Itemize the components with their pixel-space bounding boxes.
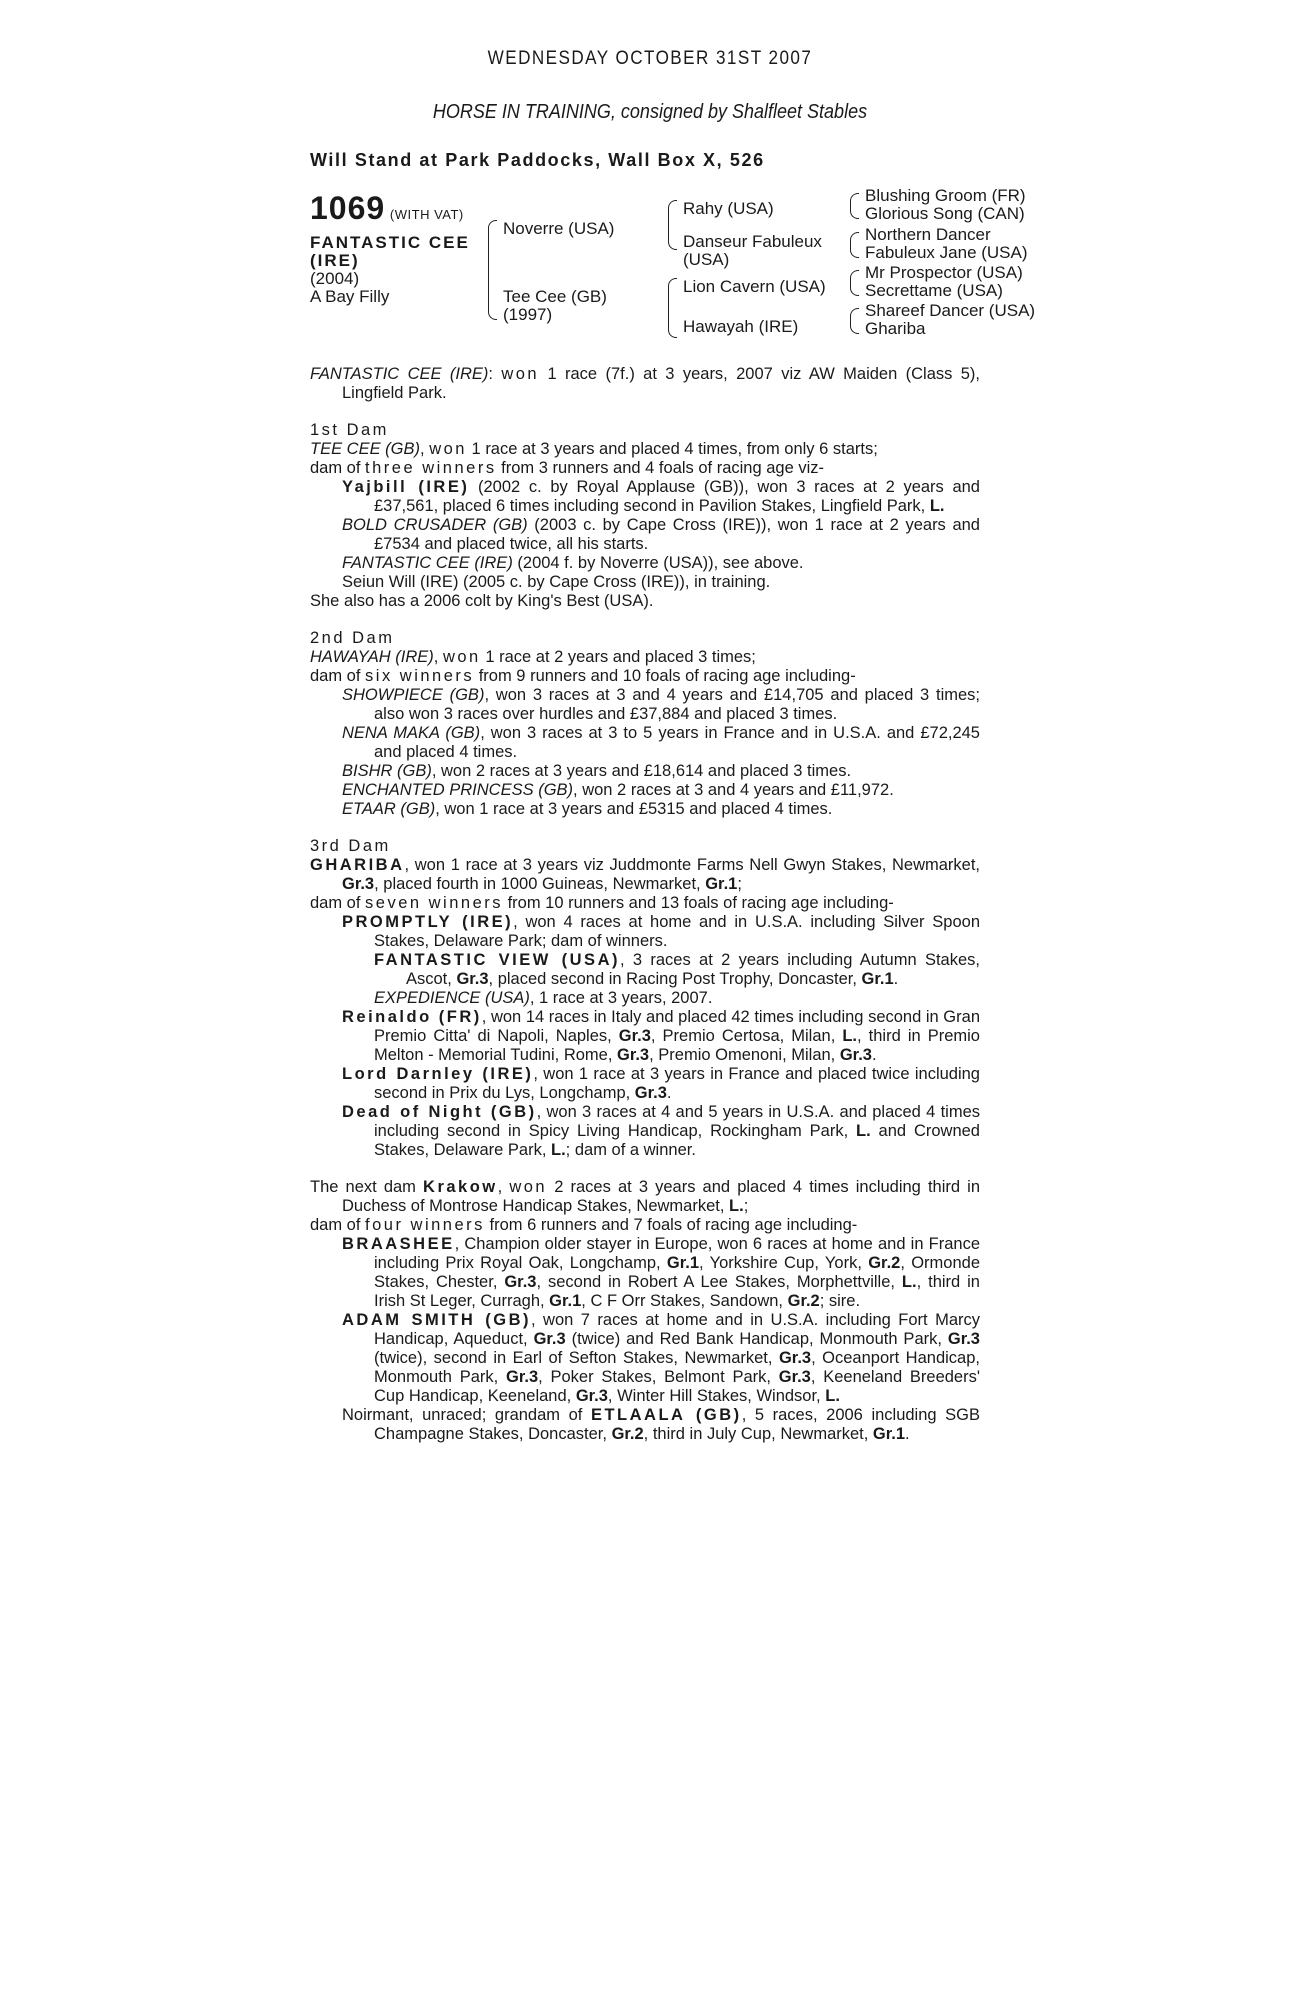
pedigree-sire-dam-country: (USA) <box>683 250 730 269</box>
brace-sire-dam <box>488 220 497 320</box>
dam3-record: GHARIBA, won 1 race at 3 years viz Juddmonte Farms Nell Gwyn Stakes, Newmarket, Gr.3, placed fourth in 1000 Guineas, Newmarket, Gr.1; <box>310 856 980 893</box>
dam2-progeny-5: ETAAR (GB), won 1 race at 3 years and £5315 and placed 4 times. <box>342 800 833 818</box>
horse-description: A Bay Filly <box>310 287 390 306</box>
pedigree-block <box>310 186 1036 350</box>
horse-country: (IRE) <box>310 251 360 270</box>
dam4-record: The next dam Krakow, won 2 races at 3 years and placed 4 times including third in Duchess of Montrose Handicap Stakes, Newmarket, L.; <box>310 1178 980 1215</box>
dam3-progeny-1a: FANTASTIC VIEW (USA), 3 races at 2 years including Autumn Stakes, Ascot, Gr.3, placed second in Racing Post Trophy, Doncaster, Gr.1. <box>374 951 980 988</box>
pedigree-sire: Noverre (USA) <box>503 219 615 238</box>
lot-header <box>310 190 464 227</box>
brace-g3 <box>850 270 859 296</box>
dam1-produce-summary: dam of three winners from 3 runners and 4 foals of racing age viz- <box>310 459 825 477</box>
dam2-progeny-3: BISHR (GB), won 2 races at 3 years and £18,614 and placed 3 times. <box>342 762 852 780</box>
vat-label: (WITH VAT) <box>389 207 464 222</box>
stand-location: Will Stand at Park Paddocks, Wall Box X, 526 <box>310 150 765 170</box>
dam1-heading: 1st Dam <box>310 421 389 439</box>
dam4-produce-summary: dam of four winners from 6 runners and 7 foals of racing age including- <box>310 1216 858 1234</box>
dam2-progeny-1: SHOWPIECE (GB), won 3 races at 3 and 4 years and £14,705 and placed 3 times; also won 3 races over hurdles and £37,884 and placed 3 times. <box>342 686 980 723</box>
race-record <box>310 365 980 1444</box>
dam3-progeny-1: PROMPTLY (IRE), won 4 races at home and in U.S.A. including Silver Spoon Stakes, Delaware Park; dam of winners. <box>342 913 980 950</box>
dam2-record: HAWAYAH (IRE), won 1 race at 2 years and placed 3 times; <box>310 648 756 666</box>
brace-g2 <box>850 232 859 258</box>
dam3-progeny-3: Lord Darnley (IRE), won 1 race at 3 years in France and placed twice including second in Prix du Lys, Longchamp, Gr.3. <box>342 1065 980 1102</box>
pedigree-g4: Fabuleux Jane (USA) <box>865 243 1028 262</box>
dam4-progeny-2: ADAM SMITH (GB), won 7 races at home and in U.S.A. including Fort Marcy Handicap, Aqueduct, Gr.3 (twice) and Red Bank Handicap, Monmouth Park, Gr.3 (twice), second in Earl of Sefton Stakes, Newmarket, Gr.3, Oceanport Handicap, Monmouth Park, Gr.3, Poker Stakes, Belmont Park, Gr.3, Keeneland Breeders' Cup Handicap, Keeneland, Gr.3, Winter Hill Stakes, Windsor, L. <box>342 1311 980 1405</box>
pedigree-dam-year: (1997) <box>503 305 553 324</box>
dam3-heading: 3rd Dam <box>310 837 391 855</box>
brace-dam-line <box>668 278 677 338</box>
pedigree-g7: Shareef Dancer (USA) <box>865 301 1036 320</box>
dam2-produce-summary: dam of six winners from 9 runners and 10 foals of racing age including- <box>310 667 856 685</box>
dam3-progeny-1b: EXPEDIENCE (USA), 1 race at 3 years, 2007. <box>374 989 713 1007</box>
pedigree-g5: Mr Prospector (USA) <box>865 263 1023 282</box>
dam1-progeny-2: BOLD CRUSADER (GB) (2003 c. by Cape Cross (IRE)), won 1 race at 2 years and £7534 and placed twice, all his starts. <box>342 516 980 553</box>
dam3-progeny-2: Reinaldo (FR), won 14 races in Italy and placed 42 times including second in Gran Premio Citta' di Napoli, Naples, Gr.3, Premio Certosa, Milan, L., third in Premio Melton - Memorial Tudini, Rome, Gr.3, Premio Omenoni, Milan, Gr.3. <box>342 1008 980 1064</box>
brace-g4 <box>850 308 859 334</box>
pedigree-dam-dam: Hawayah (IRE) <box>683 317 799 336</box>
consignment-line: HORSE IN TRAINING, consigned by Shalfleet Stables <box>432 101 868 123</box>
sale-date: WEDNESDAY OCTOBER 31ST 2007 <box>487 48 813 69</box>
brace-g1 <box>850 193 859 219</box>
pedigree-g3: Northern Dancer <box>865 225 991 244</box>
dam3-produce-summary: dam of seven winners from 10 runners and 13 foals of racing age including- <box>310 894 894 912</box>
horse-summary: FANTASTIC CEE (IRE): won 1 race (7f.) at 3 years, 2007 viz AW Maiden (Class 5), Lingfield Park. <box>310 365 981 402</box>
dam2-progeny-4: ENCHANTED PRINCESS (GB), won 2 races at 3 and 4 years and £11,972. <box>342 781 894 799</box>
brace-sire-line <box>668 200 677 250</box>
horse-name: FANTASTIC CEE <box>310 233 470 252</box>
horse-details <box>310 234 480 306</box>
dam2-heading: 2nd Dam <box>310 629 395 647</box>
dam2-progeny-2: NENA MAKA (GB), won 3 races at 3 to 5 years in France and in U.S.A. and £72,245 and placed 4 times. <box>342 724 980 761</box>
dam1-progeny-4: Seiun Will (IRE) (2005 c. by Cape Cross (IRE)), in training. <box>342 573 771 591</box>
pedigree-dam: Tee Cee (GB) <box>503 287 607 306</box>
pedigree-sire-sire: Rahy (USA) <box>683 199 774 218</box>
pedigree-dam-sire: Lion Cavern (USA) <box>683 277 826 296</box>
pedigree-g2: Glorious Song (CAN) <box>865 204 1025 223</box>
dam4-progeny-3: Noirmant, unraced; grandam of ETLAALA (GB), 5 races, 2006 including SGB Champagne Stakes, Doncaster, Gr.2, third in July Cup, Newmarket, Gr.1. <box>342 1406 981 1443</box>
dam3-progeny-4: Dead of Night (GB), won 3 races at 4 and 5 years in U.S.A. and placed 4 times including second in Spicy Living Handicap, Rockingham Park, L. and Crowned Stakes, Delaware Park, L.; dam of a winner. <box>342 1103 980 1159</box>
horse-year: (2004) <box>310 269 360 288</box>
dam1-record: TEE CEE (GB), won 1 race at 3 years and placed 4 times, from only 6 starts; <box>310 440 878 458</box>
pedigree-sire-dam: Danseur Fabuleux <box>683 232 822 251</box>
dam1-also: She also has a 2006 colt by King's Best (USA). <box>310 592 654 610</box>
pedigree-g1: Blushing Groom (FR) <box>865 186 1026 205</box>
pedigree-g6: Secrettame (USA) <box>865 281 1003 300</box>
pedigree-g8: Ghariba <box>865 319 926 338</box>
dam4-progeny-1: BRAASHEE, Champion older stayer in Europe, won 6 races at home and in France including Prix Royal Oak, Longchamp, Gr.1, Yorkshire Cup, York, Gr.2, Ormonde Stakes, Chester, Gr.3, second in Robert A Lee Stakes, Morphettville, L., third in Irish St Leger, Curragh, Gr.1, C F Orr Stakes, Sandown, Gr.2; sire. <box>342 1235 980 1310</box>
dam1-progeny-3: FANTASTIC CEE (IRE) (2004 f. by Noverre (USA)), see above. <box>342 554 804 572</box>
lot-number: 1069 <box>310 190 386 226</box>
dam1-progeny-1: Yajbill (IRE) (2002 c. by Royal Applause (GB)), won 3 races at 2 years and £37,561, placed 6 times including second in Pavilion Stakes, Lingfield Park, L. <box>342 478 980 515</box>
